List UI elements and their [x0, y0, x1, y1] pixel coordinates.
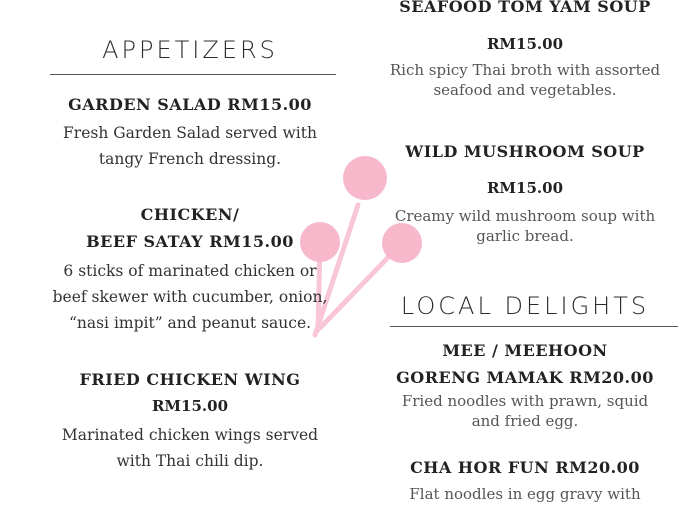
mushroom-soup-name: WILD MUSHROOM SOUP [405, 142, 645, 161]
garden-salad-desc-1: Fresh Garden Salad served with [63, 124, 317, 142]
mee-goreng-name-line2: GORENG MAMAK RM20.00 [396, 368, 654, 387]
mushroom-soup-price: RM15.00 [486, 179, 564, 197]
cha-hor-fun-desc-1: Flat noodles in egg gravy with [409, 485, 641, 503]
garden-salad-desc-2: tangy French dressing. [98, 150, 282, 168]
mushroom-soup-desc-1: Creamy wild mushroom soup with [394, 207, 656, 225]
tom-yam-desc-1: Rich spicy Thai broth with assorted [389, 61, 661, 79]
chicken-wing-desc-1: Marinated chicken wings served [61, 426, 319, 444]
appetizers-divider [50, 74, 336, 75]
chicken-wing-desc-2: with Thai chili dip. [116, 452, 264, 470]
appetizers-column [30, 0, 350, 500]
satay-desc-2: beef skewer with cucumber, onion, [52, 288, 328, 306]
satay-desc-3: “nasi impit” and peanut sauce. [68, 314, 312, 332]
satay-name-line1: CHICKEN/ [140, 205, 240, 224]
local-delights-divider [390, 326, 678, 327]
mee-goreng-desc-2: and fried egg. [471, 412, 579, 430]
mee-goreng-name-line1: MEE / MEEHOON [442, 341, 608, 360]
mushroom-soup-desc-2: garlic bread. [476, 227, 574, 245]
soups-and-local-column [370, 0, 680, 503]
chicken-wing-price: RM15.00 [151, 397, 229, 415]
tom-yam-name: SEAFOOD TOM YAM SOUP [399, 0, 651, 16]
garden-salad-name: GARDEN SALAD RM15.00 [68, 95, 312, 114]
satay-name-line2: BEEF SATAY RM15.00 [86, 232, 294, 251]
tom-yam-desc-2: seafood and vegetables. [433, 81, 617, 99]
local-delights-title: LOCAL DELIGHTS [400, 292, 650, 320]
satay-desc-1: 6 sticks of marinated chicken or [63, 262, 317, 280]
appetizers-title: APPETIZERS [102, 36, 278, 64]
tom-yam-price: RM15.00 [486, 35, 564, 53]
mee-goreng-desc-1: Fried noodles with prawn, squid [401, 392, 649, 410]
cha-hor-fun-name: CHA HOR FUN RM20.00 [410, 458, 640, 477]
chicken-wing-name: FRIED CHICKEN WING [79, 370, 301, 389]
